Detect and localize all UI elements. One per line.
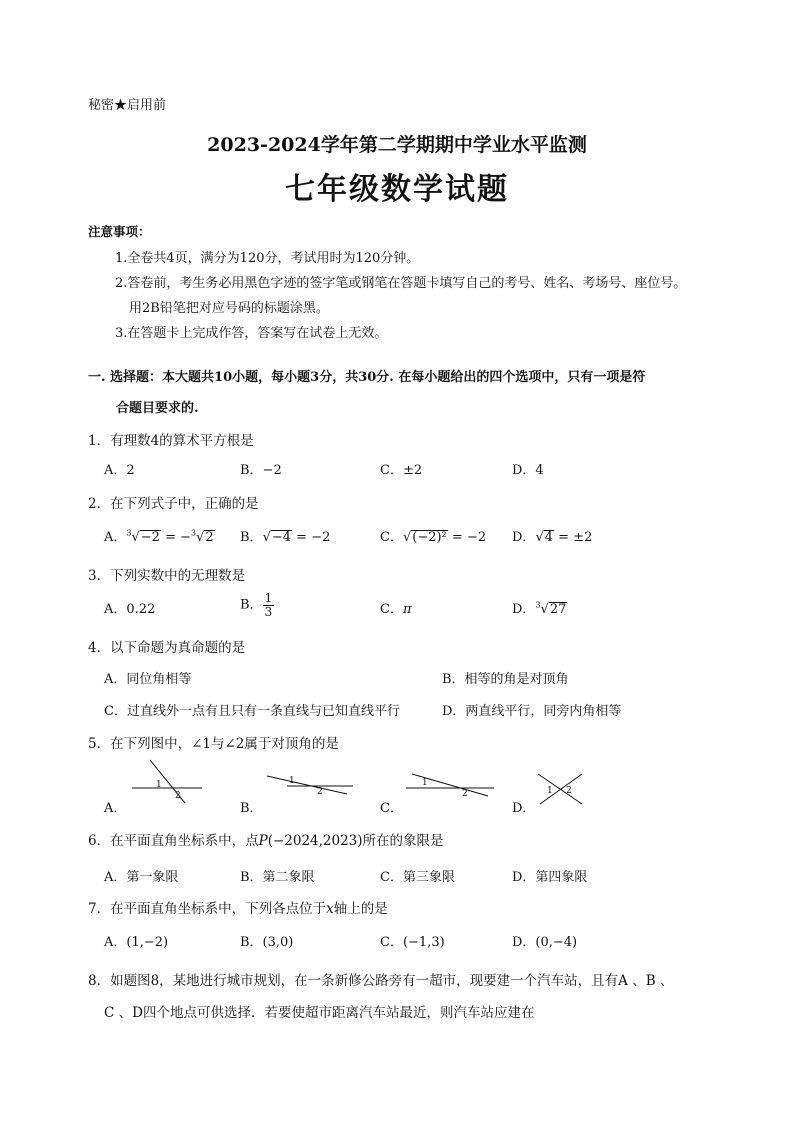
- q5-figure-c: [404, 760, 496, 800]
- note-item: 1.全卷共4页，满分为120分，考试用时为120分钟。: [115, 251, 420, 266]
- q1-option-b: B．−2: [240, 463, 282, 478]
- q5-figure-b: [265, 760, 355, 800]
- exam-title: 2023-2024学年第二学期期中学业水平监测: [207, 134, 587, 156]
- angle-2-label: 2: [566, 786, 572, 796]
- figure-line: [267, 776, 347, 794]
- q2-option-c: C．√(−2)² = −2: [380, 530, 487, 545]
- confidential-mark: 秘密★启用前: [88, 98, 167, 113]
- q6-option-b: B．第二象限: [240, 870, 315, 885]
- q7-option-b: B．(3,0): [240, 935, 294, 950]
- q5-option-c: C．: [380, 801, 403, 816]
- angle-2-label: 2: [462, 789, 468, 799]
- q5-figure-d: [536, 770, 588, 810]
- q7-option-a: A．(1,−2): [104, 935, 169, 950]
- angle-1-label: 1: [547, 786, 553, 796]
- q3-option-d: D．$^3$√27: [512, 600, 567, 617]
- q6-option-c: C．第三象限: [380, 870, 455, 885]
- angle-2-label: 2: [175, 791, 181, 801]
- question-4-stem: 4．以下命题为真命题的是: [88, 640, 246, 656]
- exam-subtitle: 七年级数学试题: [285, 172, 509, 207]
- q2-option-b: B．√−4 = −2: [240, 530, 331, 545]
- note-item: 3.在答题卡上完成作答，答案写在试卷上无效。: [115, 326, 388, 341]
- q6-option-d: D．第四象限: [512, 870, 588, 885]
- q4-option-a: A．同位角相等: [104, 672, 192, 687]
- q7-option-c: C．(−1,3): [380, 935, 445, 950]
- angle-1-label: 1: [156, 780, 162, 790]
- q2-option-d: D．√4 = ±2: [512, 530, 593, 545]
- q3-option-b: B． $\frac{1}{3}$: [240, 591, 273, 619]
- q2-option-a: A．$^3$√−2 = −$^3$√2: [104, 528, 214, 545]
- notes-heading: 注意事项：: [88, 224, 151, 239]
- q7-option-d: D．(0,−4): [512, 935, 578, 950]
- question-7-stem: 7．在平面直角坐标系中，下列各点位于x轴上的是: [88, 901, 388, 917]
- q5-option-d: D．: [512, 801, 536, 816]
- q5-figure-a: [130, 758, 205, 808]
- question-5-stem: 5．在下列图中，∠1与∠2属于对顶角的是: [88, 736, 339, 752]
- question-2-stem: 2．在下列式子中，正确的是: [88, 496, 259, 512]
- q5-option-b: B．: [240, 801, 263, 816]
- question-1-stem: 1．有理数4的算术平方根是: [88, 433, 254, 449]
- q5-option-a: A．: [104, 801, 127, 816]
- question-6-stem: 6．在平面直角坐标系中，点P(−2024,2023)所在的象限是: [88, 833, 444, 849]
- q3-option-c: C．π: [380, 602, 412, 617]
- q1-option-a: A．2: [104, 463, 135, 478]
- question-8-stem-cont: C 、D四个地点可供选择．若要使超市距离汽车站最近，则汽车站应建在: [104, 1005, 535, 1021]
- q6-option-a: A．第一象限: [104, 870, 179, 885]
- question-8-stem: 8．如题图8，某地进行城市规划，在一条新修公路旁有一超市，现要建一个汽车站，且有A 、B 、: [88, 973, 674, 989]
- q4-option-d: D．两直线平行，同旁内角相等: [442, 704, 622, 719]
- note-item: 用2B铅笔把对应号码的标题涂黑。: [129, 301, 329, 316]
- q1-option-c: C．±2: [380, 463, 423, 478]
- q4-option-b: B．相等的角是对顶角: [442, 672, 569, 687]
- q1-option-d: D．4: [512, 463, 544, 478]
- angle-2-label: 2: [317, 787, 323, 797]
- q4-option-c: C．过直线外一点有且只有一条直线与已知直线平行: [104, 704, 400, 719]
- q3-option-a: A．0.22: [104, 602, 156, 617]
- question-3-stem: 3．下列实数中的无理数是: [88, 568, 246, 584]
- note-item: 2.答卷前，考生务必用黑色字迹的签字笔或钢笔在答题卡填写自己的考号、姓名、考场号、座位号。: [115, 276, 687, 291]
- angle-1-label: 1: [289, 776, 295, 786]
- section-heading: 一. 选择题：本大题共10小题，每小题3分，共30分. 在每小题给出的四个选项中，只有一项是符: [88, 370, 646, 385]
- angle-1-label: 1: [422, 778, 428, 788]
- section-heading-cont: 合题目要求的.: [116, 401, 199, 416]
